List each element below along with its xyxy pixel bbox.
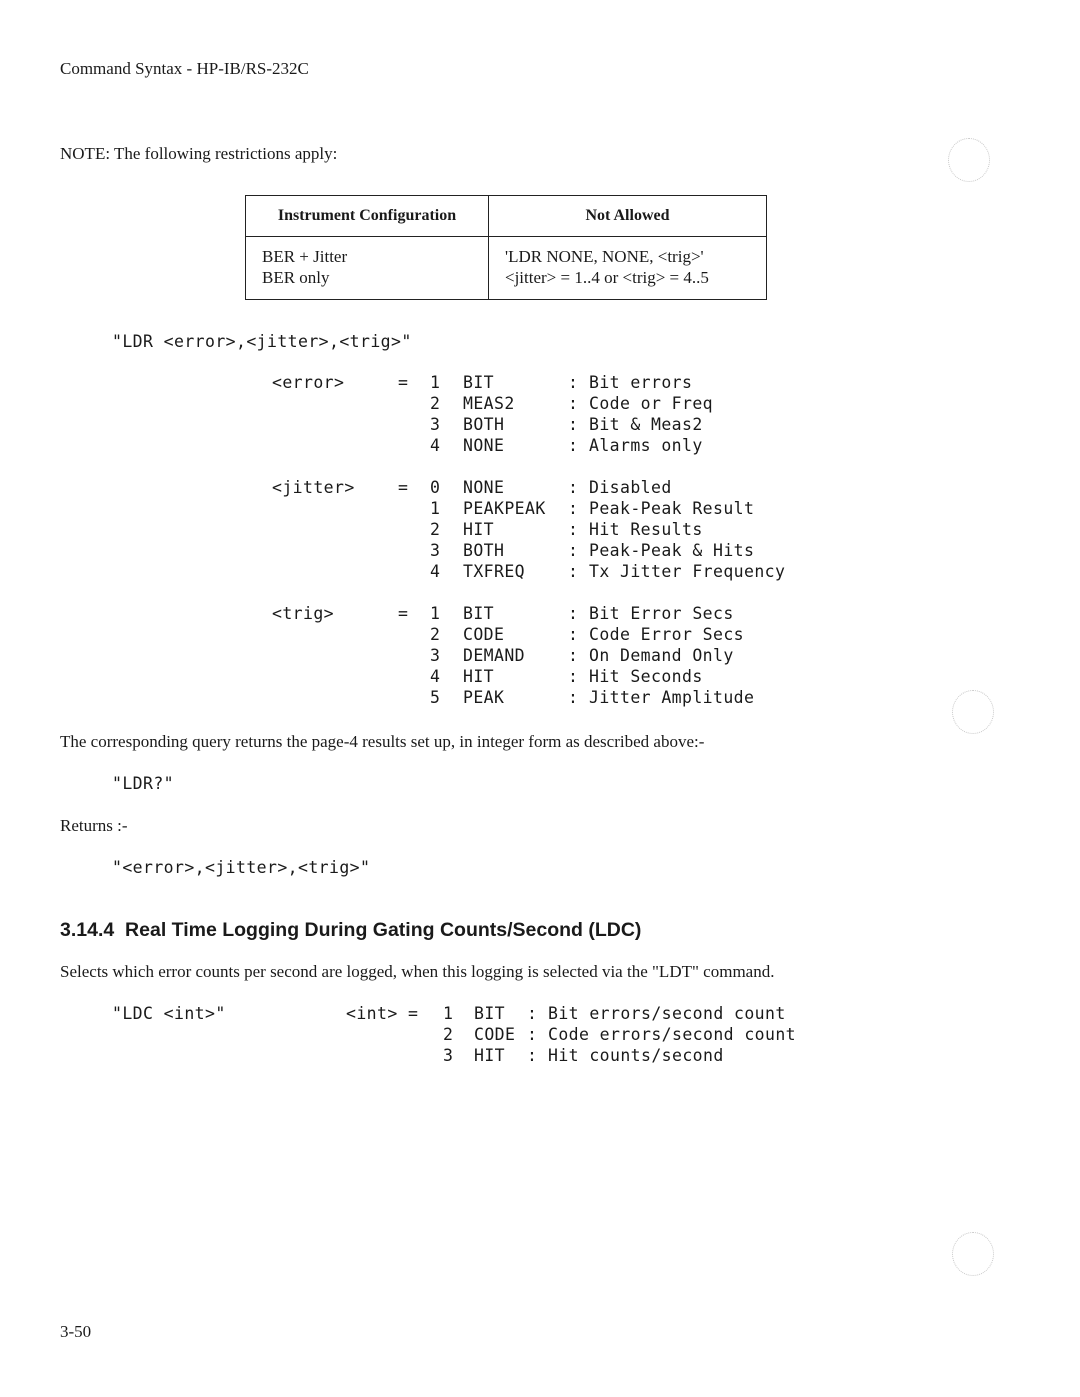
option-number: 3 <box>430 415 441 434</box>
table-cell-configuration <box>246 237 489 300</box>
option-separator: : <box>568 394 579 413</box>
option-number: 2 <box>443 1025 454 1044</box>
punch-hole-mark <box>952 690 994 734</box>
option-description: Alarms only <box>589 436 703 455</box>
option-description: Peak-Peak Result <box>589 499 755 518</box>
option-keyword: NONE <box>463 478 505 497</box>
param-name-trig: <trig> <box>272 604 335 623</box>
option-separator: : <box>568 373 579 392</box>
option-number: 1 <box>430 373 441 392</box>
option-keyword: BIT <box>474 1004 506 1023</box>
option-description: Bit & Meas2 <box>589 415 703 434</box>
option-keyword: HIT <box>474 1046 506 1065</box>
option-separator: : <box>568 520 579 539</box>
option-separator: : <box>568 541 579 560</box>
ldc-command-syntax: "LDC <int>" <box>112 1004 226 1023</box>
option-separator: : <box>527 1004 538 1023</box>
option-description: Hit counts/second <box>548 1046 724 1065</box>
option-number: 4 <box>430 436 441 455</box>
option-number: 1 <box>443 1004 454 1023</box>
punch-hole-mark <box>948 138 990 182</box>
table-header-row <box>246 196 767 237</box>
option-number: 1 <box>430 499 441 518</box>
option-number: 0 <box>430 478 441 497</box>
option-keyword: BIT <box>463 604 495 623</box>
section-description: Selects which error counts per second are logged, when this logging is selected via the "LDT" command. <box>60 962 775 981</box>
option-separator: : <box>527 1025 538 1044</box>
returns-syntax: "<error>,<jitter>,<trig>" <box>112 858 371 877</box>
option-description: Tx Jitter Frequency <box>589 562 786 581</box>
query-description: The corresponding query returns the page-4 results set up, in integer form as described above:- <box>60 732 705 751</box>
option-separator: : <box>568 499 579 518</box>
table-row <box>246 237 767 300</box>
option-keyword: TXFREQ <box>463 562 526 581</box>
option-description: Code Error Secs <box>589 625 745 644</box>
option-keyword: CODE <box>474 1025 516 1044</box>
param-name-int: <int> = <box>346 1004 419 1023</box>
option-number: 4 <box>430 562 441 581</box>
option-keyword: PEAKPEAK <box>463 499 546 518</box>
punch-hole-mark <box>952 1232 994 1276</box>
option-separator: : <box>568 646 579 665</box>
option-keyword: PEAK <box>463 688 505 707</box>
option-description: Hit Seconds <box>589 667 703 686</box>
option-separator: : <box>568 415 579 434</box>
returns-label: Returns :- <box>60 816 128 835</box>
option-separator: : <box>568 436 579 455</box>
option-number: 2 <box>430 520 441 539</box>
option-description: Code or Freq <box>589 394 714 413</box>
ldr-query-syntax: "LDR?" <box>112 774 175 793</box>
option-description: Bit errors/second count <box>548 1004 786 1023</box>
param-name-error: <error> <box>272 373 345 392</box>
option-description: Code errors/second count <box>548 1025 797 1044</box>
option-number: 3 <box>443 1046 454 1065</box>
configuration-value: BER only <box>262 268 330 287</box>
option-number: 5 <box>430 688 441 707</box>
option-description: Jitter Amplitude <box>589 688 755 707</box>
option-description: On Demand Only <box>589 646 734 665</box>
option-keyword: CODE <box>463 625 505 644</box>
option-keyword: HIT <box>463 667 495 686</box>
configuration-value: BER + Jitter <box>262 247 348 266</box>
option-keyword: MEAS2 <box>463 394 515 413</box>
param-equals: = <box>398 373 409 392</box>
restrictions-table <box>245 195 767 300</box>
option-number: 4 <box>430 667 441 686</box>
option-description: Disabled <box>589 478 672 497</box>
option-keyword: BOTH <box>463 541 505 560</box>
table-header-configuration: Instrument Configuration <box>246 196 489 237</box>
option-number: 2 <box>430 625 441 644</box>
option-description: Bit errors <box>589 373 693 392</box>
option-separator: : <box>568 478 579 497</box>
param-equals: = <box>398 604 409 623</box>
option-description: Bit Error Secs <box>589 604 734 623</box>
not-allowed-value: <jitter> = 1..4 or <trig> = 4..5 <box>505 268 709 287</box>
option-description: Peak-Peak & Hits <box>589 541 755 560</box>
note-text: NOTE: The following restrictions apply: <box>60 144 338 163</box>
not-allowed-value: 'LDR NONE, NONE, <trig>' <box>505 247 704 266</box>
option-separator: : <box>527 1046 538 1065</box>
option-keyword: BIT <box>463 373 495 392</box>
option-separator: : <box>568 562 579 581</box>
option-number: 1 <box>430 604 441 623</box>
option-keyword: DEMAND <box>463 646 526 665</box>
option-keyword: BOTH <box>463 415 505 434</box>
section-heading: 3.14.4 Real Time Logging During Gating Counts/Second (LDC) <box>60 919 642 941</box>
running-header: Command Syntax - HP-IB/RS-232C <box>60 59 309 78</box>
page-number: 3-50 <box>60 1322 92 1341</box>
option-separator: : <box>568 625 579 644</box>
table-cell-not-allowed <box>489 237 767 300</box>
option-keyword: NONE <box>463 436 505 455</box>
option-number: 3 <box>430 646 441 665</box>
table-header-not-allowed: Not Allowed <box>489 196 767 237</box>
option-separator: : <box>568 667 579 686</box>
option-description: Hit Results <box>589 520 703 539</box>
option-separator: : <box>568 688 579 707</box>
param-name-jitter: <jitter> <box>272 478 355 497</box>
option-separator: : <box>568 604 579 623</box>
ldr-command-syntax: "LDR <error>,<jitter>,<trig>" <box>112 332 412 351</box>
param-equals: = <box>398 478 409 497</box>
option-keyword: HIT <box>463 520 495 539</box>
option-number: 3 <box>430 541 441 560</box>
option-number: 2 <box>430 394 441 413</box>
